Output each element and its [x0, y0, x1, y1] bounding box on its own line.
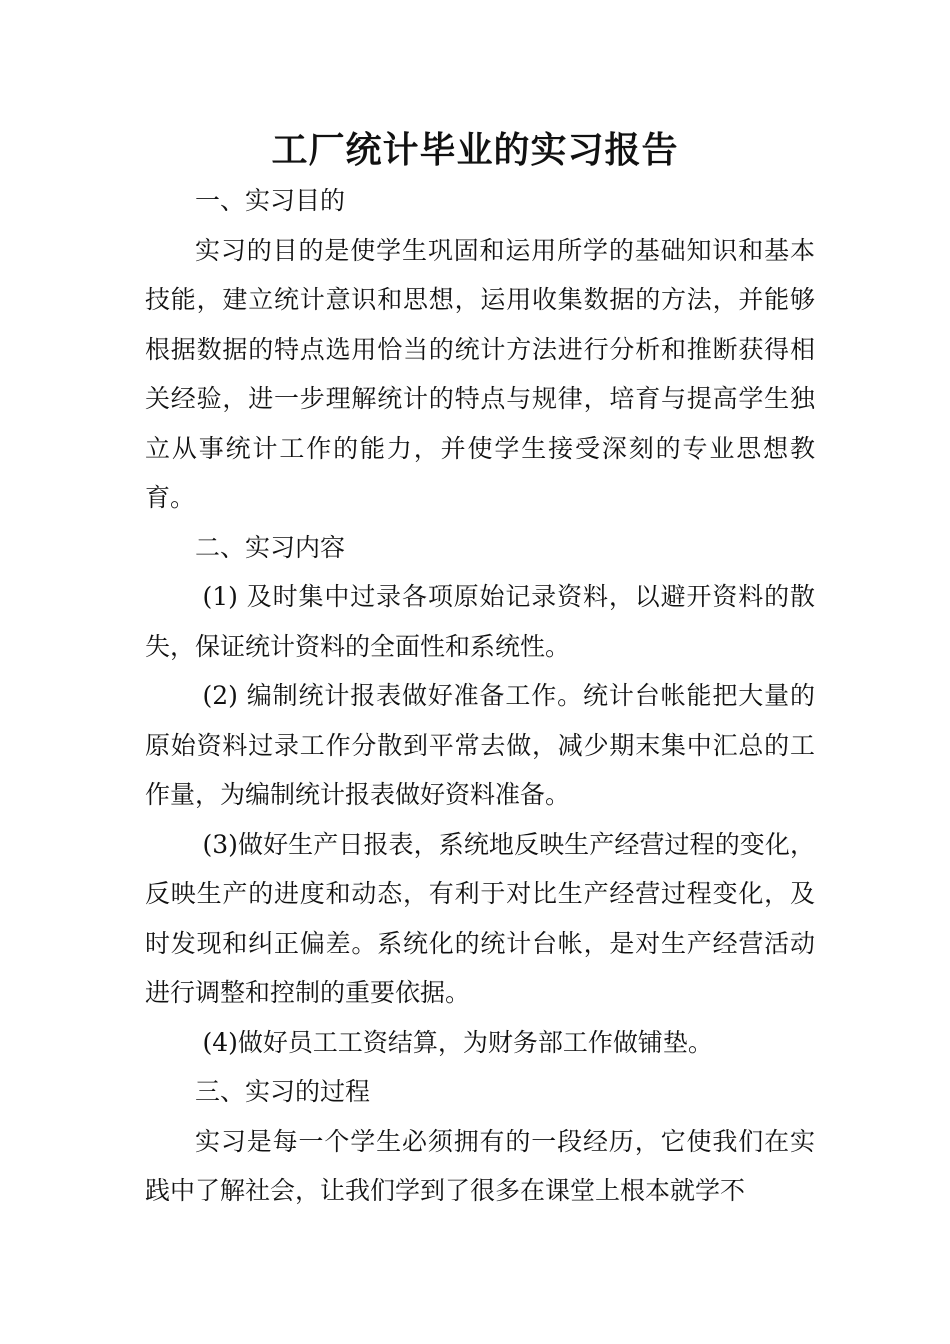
list-item-1: (1) 及时集中过录各项原始记录资料，以避开资料的散失，保证统计资料的全面性和系统性。: [145, 582, 815, 661]
document-body: [145, 176, 815, 1216]
document-title: 工厂统计毕业的实习报告: [271, 129, 679, 171]
paragraph-purpose: 实习的目的是使学生巩固和运用所学的基础知识和基本技能，建立统计意识和思想，运用收集数据的方法，并能够根据数据的特点选用恰当的统计方法进行分析和推断获得相关经验，进一步理解统计的特点与规律，培育与提高学生独立从事统计工作的能力，并使学生接受深刻的专业思想教育。: [145, 235, 815, 512]
section-heading-process: 三、实习的过程: [195, 1077, 371, 1106]
section-heading-content: 二、实习内容: [195, 532, 346, 562]
list-item-3: (3)做好生产日报表，系统地反映生产经营过程的变化，反映生产的进度和动态，有利于对比生产经营过程变化，及时发现和纠正偏差。系统化的统计台帐，是对生产经营活动进行调整和控制的重要依据。: [145, 829, 815, 1007]
section-heading-purpose: 一、实习目的: [195, 186, 346, 215]
paragraph-process: 实习是每一个学生必须拥有的一段经历，它使我们在实践中了解社会，让我们学到了很多在课堂上根本就学不: [145, 1126, 815, 1205]
list-item-2: (2) 编制统计报表做好准备工作。统计台帐能把大量的原始资料过录工作分散到平常去做，减少期末集中汇总的工作量，为编制统计报表做好资料准备。: [145, 681, 815, 809]
list-item-4: (4)做好员工工资结算，为财务部工作做铺垫。: [202, 1027, 713, 1057]
